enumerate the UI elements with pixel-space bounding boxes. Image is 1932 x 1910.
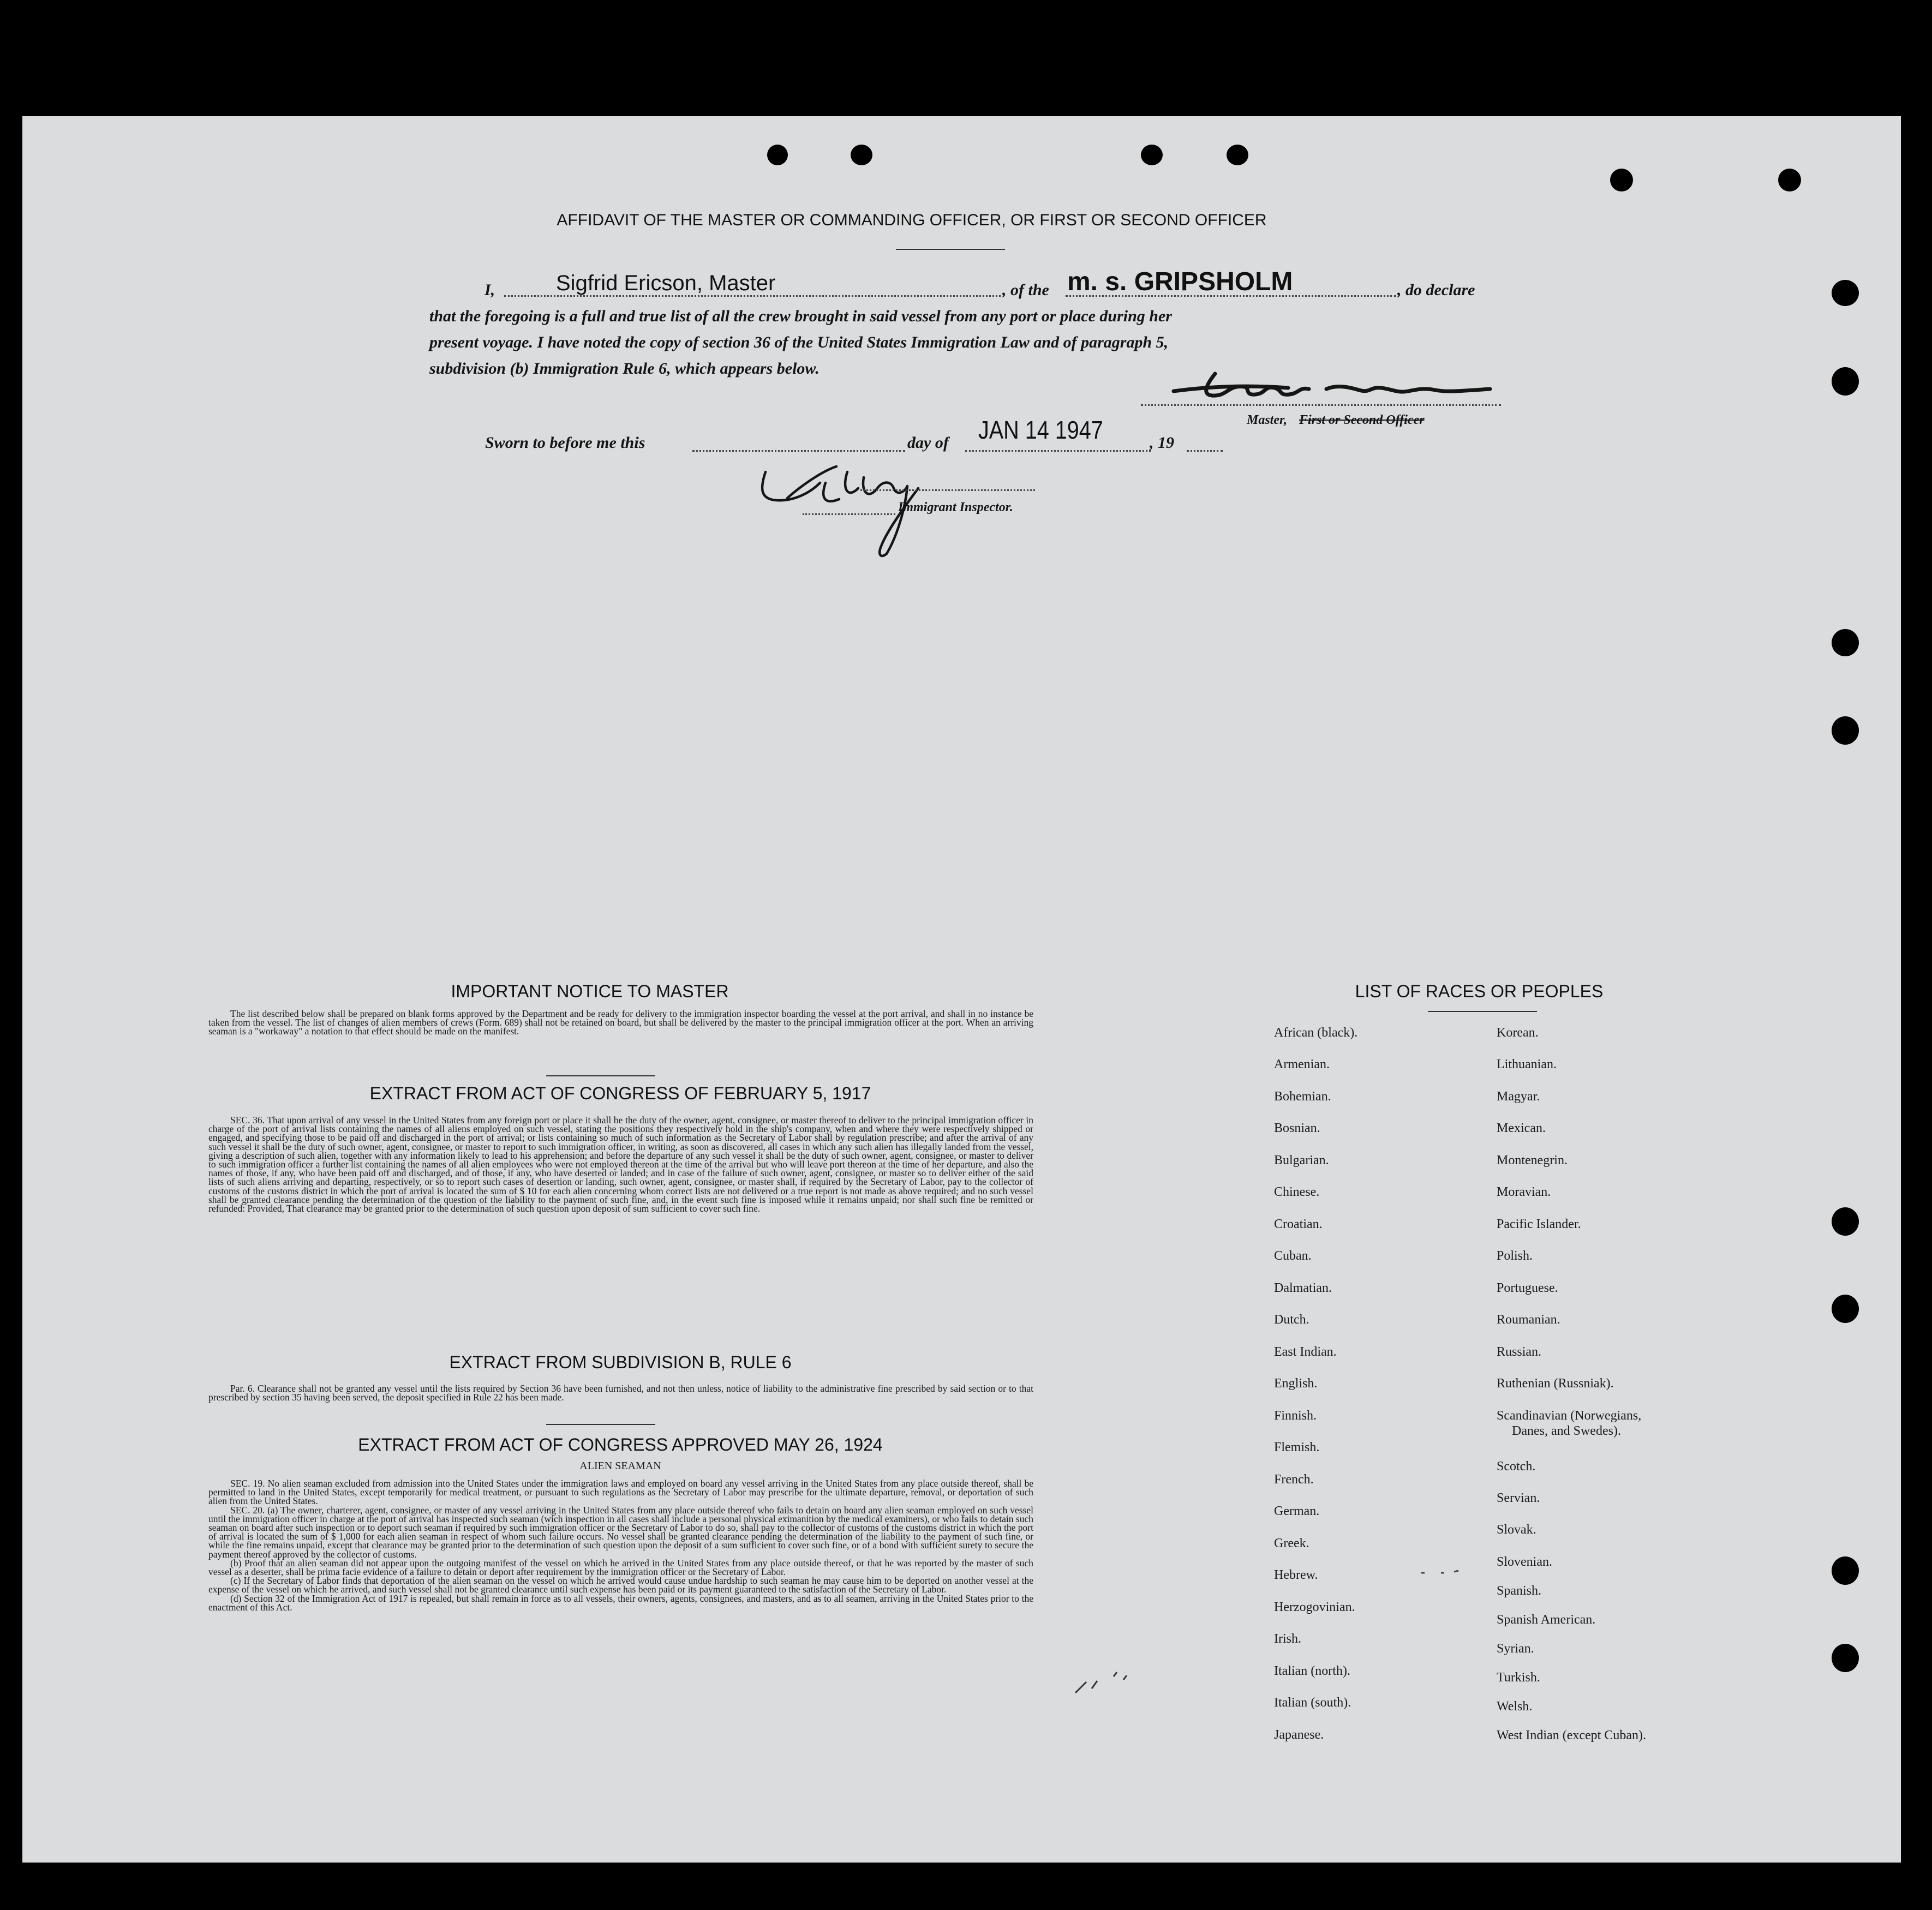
race-item: Cuban. bbox=[1274, 1249, 1312, 1263]
pencil-mark bbox=[1419, 1567, 1463, 1578]
pencil-mark bbox=[1070, 1660, 1135, 1704]
section-19-paragraph: SEC. 19. No alien seaman excluded from admission into the United States under the immigration laws and employed on board any vessel arriving in the United States from any place outside thereof, shall be permitted to land in the United States, except temporarily for medical treatment, or pursuant to such regulations as the Secretary of Labor may prescribe for the ultimate departure, removal, or deportation of such alien from the United States. bbox=[208, 1478, 1033, 1507]
divider bbox=[546, 1424, 655, 1425]
race-item: Finnish. bbox=[1274, 1409, 1317, 1423]
race-item: East Indian. bbox=[1274, 1345, 1337, 1359]
extract-1924-body bbox=[208, 1479, 1033, 1612]
race-item: African (black). bbox=[1274, 1026, 1358, 1040]
master-signature-caption: Master, bbox=[1247, 413, 1288, 427]
race-item: French. bbox=[1274, 1472, 1314, 1487]
race-item: Syrian. bbox=[1497, 1642, 1534, 1656]
punch-hole bbox=[1832, 367, 1859, 396]
master-name-entry: Sigfrid Ericson, Master bbox=[556, 271, 776, 295]
divider bbox=[896, 249, 1005, 250]
race-item: West Indian (except Cuban). bbox=[1497, 1728, 1646, 1743]
year-prefix: , 19 bbox=[1150, 434, 1174, 452]
section-20a-paragraph: SEC. 20. (a) The owner, charterer, agent, consignee, or master of any vessel arriving in the United States from any place outside thereof who fails to detain on board any alien seaman employed on such vessel until the immigration officer in charge at the port of arrival has inspected such seaman (wich inspection in all cases shall include a personal physical eximanition by the medical examiners), or who fails to detain such seaman on board after such inspection or to deport such seaman if required by such immigration officer or the Secretary of Labor to do so, shall pay to the collector of customs of the customs district in which the port of arrival is located the sum of $ 1,000 for each alien seaman in respect of whom such failure occurs. No vessel shall be granted clearance pending the determination of the liability to the payment of such fine, or while the fine remains unpaid, except that clearance may be granted prior to the determination of such question upon the deposit of a sum sufficient to cover such fine, or of a bond with sufficient surety to secure the payment thereof approved by the collector of customs. bbox=[208, 1504, 1033, 1560]
race-item: Russian. bbox=[1497, 1345, 1542, 1359]
paragraph-6: Par. 6. Clearance shall not be granted any vessel until the lists required by Section 36 have been furnished, and not then unless, notice of liability to the administrative fine prescribed by said section or to that prescribed by section 35 having been served, the deposit specified in Rule 22 has been made. bbox=[208, 1383, 1033, 1403]
race-item: Bulgarian. bbox=[1274, 1153, 1329, 1167]
race-item: Spanish American. bbox=[1497, 1613, 1596, 1627]
section-36-paragraph: SEC. 36. That upon arrival of any vessel in the United States from any foreign port or place it shall be the duty of the owner, agent, consignee, or master thereof to deliver to the principal immigration officer in charge of the port of arrival lists containing the names of all aliens employed on such vessel, stating the positions they respectively hold in the ship's company, when and where they were respectively shipped or engaged, and specifying those to be paid off and discharged in the port of arrival; or lists containing so much of such information as the Secretary of Labor shall by regulation prescribe; and after the arrival of any such vessel it shall be the duty of such owner, agent, consignee, or master to report to such immigration officer, in writing, as soon as discovered, all cases in which any such alien has illegally landed from the vessel, giving a description of such alien, together with any information likely to lead to his apprehension; and before the departure of any such vessel it shall be the duty of such owner, agent, consignee, or master to deliver to such immigration officer a further list containing the names of all alien employees who were not employed thereon at the time of the arrival but who will leave port thereon at the time of her departure, and also the names of those, if any, who have been paid off and discharged, and of those, if any, who have deserted or landed; and in case of the failure of such owner, agent, consignee, or master so to deliver either of the said lists of such aliens arriving and departing, respectively, or so to report such cases of desertion or landing, such owner, agent, consignee, or master shall, if required by the Secretary of Labor, pay to the collector of customs of the customs district in which the port of arrival is located the sum of $ 10 for each alien concerning whom correct lists are not delivered or a true report is not made as above required; and no such vessel shall be granted clearance pending the determination of the question of the liability to the payment of such fine, and, in the event such fine is imposed while it remains unpaid; nor shall such fine be remitted or refunded: Provided, That clearance may be granted prior to the determination of such question upon deposit of sum sufficient to cover such fine. bbox=[208, 1115, 1033, 1214]
document-page bbox=[22, 116, 1901, 1863]
race-item: Dutch. bbox=[1274, 1313, 1309, 1327]
race-item: Moravian. bbox=[1497, 1185, 1551, 1199]
punch-hole bbox=[1832, 716, 1859, 745]
race-item: Lithuanian. bbox=[1497, 1057, 1557, 1071]
punch-hole bbox=[767, 145, 788, 165]
race-item: Servian. bbox=[1497, 1491, 1540, 1505]
extract-1924-title: EXTRACT FROM ACT OF CONGRESS APPROVED MAY 26, 1924 bbox=[358, 1435, 883, 1454]
punch-hole bbox=[1832, 280, 1859, 306]
race-item: Armenian. bbox=[1274, 1057, 1330, 1071]
race-item: Slovenian. bbox=[1497, 1555, 1552, 1569]
race-item: Turkish. bbox=[1497, 1670, 1540, 1685]
extract-1917-body bbox=[208, 1116, 1033, 1213]
punch-hole bbox=[1227, 145, 1248, 165]
race-item: Italian (north). bbox=[1274, 1664, 1350, 1678]
race-item: Flemish. bbox=[1274, 1440, 1320, 1454]
section-20b-paragraph: (b) Proof that an alien seaman did not appear upon the outgoing manifest of the vessel on which he arrived in the United States from any place outside thereof, or that he was reported by the master of such vessel as a deserter, shall be prima facie evidence of a failure to detain or deport after requirement by the immigration officer or the Secretary of Labor. bbox=[208, 1557, 1033, 1578]
race-item: Chinese. bbox=[1274, 1185, 1320, 1199]
signature-line bbox=[1141, 404, 1501, 406]
punch-hole bbox=[1778, 169, 1801, 191]
race-item: Montenegrin. bbox=[1497, 1153, 1568, 1167]
race-item: Greek. bbox=[1274, 1536, 1309, 1550]
notice-title: IMPORTANT NOTICE TO MASTER bbox=[451, 981, 729, 1001]
of-the-label: , of the bbox=[1002, 281, 1049, 299]
punch-hole bbox=[851, 145, 872, 165]
inspector-title-line bbox=[803, 513, 895, 515]
punch-hole bbox=[1610, 169, 1633, 191]
notice-body bbox=[208, 1009, 1033, 1036]
race-item: Scotch. bbox=[1497, 1459, 1536, 1474]
race-item: Japanese. bbox=[1274, 1728, 1324, 1742]
races-title: LIST OF RACES OR PEOPLES bbox=[1355, 981, 1604, 1001]
punch-hole bbox=[1832, 1644, 1859, 1672]
day-of-label: day of bbox=[907, 434, 949, 452]
affidavit-line-4: subdivision (b) Immigration Rule 6, which appears below. bbox=[429, 360, 820, 378]
section-20d-paragraph: (d) Section 32 of the Immigration Act of 1917 is repealed, but shall remain in force as to all vessels, their owners, agents, consignees, and masters, and as to all seamen, arriving in the United States prior to the enactment of this Act. bbox=[208, 1592, 1033, 1613]
race-item: Pacific Islander. bbox=[1497, 1217, 1581, 1231]
sworn-date-stamp: JAN 14 1947 bbox=[978, 416, 1103, 444]
affidavit-line-2: that the foregoing is a full and true list of all the crew brought in said vessel from any port or place during her bbox=[429, 307, 1172, 325]
sworn-year-line bbox=[1187, 450, 1223, 452]
race-item: Herzogovinian. bbox=[1274, 1600, 1355, 1614]
race-item: Dalmatian. bbox=[1274, 1281, 1332, 1295]
extract-1924-subtitle: ALIEN SEAMAN bbox=[579, 1460, 661, 1472]
race-item: Portuguese. bbox=[1497, 1281, 1558, 1295]
notice-paragraph: The list described below shall be prepared on blank forms approved by the Department and be ready for delivery to the immigration inspector boarding the vessel at the port arrival, and shall in no instance be taken from the vessel. The list of changes of alien members of crews (Form. 689) shall not be retained on board, but shall be delivered by the master to the principal immigration officer at the port. When an arriving seaman is a "workaway" a notation to that effect should be made on the manifest. bbox=[208, 1008, 1033, 1037]
race-item: Welsh. bbox=[1497, 1699, 1533, 1714]
do-declare-label: , do declare bbox=[1397, 281, 1475, 299]
extract-1917-title: EXTRACT FROM ACT OF CONGRESS OF FEBRUARY 5, 1917 bbox=[369, 1083, 871, 1103]
inspector-caption: Immigrant Inspector. bbox=[898, 500, 1013, 514]
punch-hole bbox=[1832, 1556, 1859, 1585]
race-item: Irish. bbox=[1274, 1632, 1301, 1646]
race-item: Bohemian. bbox=[1274, 1089, 1331, 1104]
vessel-name-entry: m. s. GRIPSHOLM bbox=[1067, 267, 1293, 296]
race-item: Roumanian. bbox=[1497, 1313, 1560, 1327]
race-item: English. bbox=[1274, 1376, 1318, 1391]
divider bbox=[1428, 1011, 1537, 1012]
sworn-prefix: Sworn to before me this bbox=[485, 434, 645, 452]
race-item: Danes, and Swedes). bbox=[1512, 1424, 1621, 1438]
extract-rule6-body bbox=[208, 1384, 1033, 1402]
punch-hole bbox=[1832, 1295, 1859, 1323]
race-item: Spanish. bbox=[1497, 1584, 1542, 1598]
divider bbox=[546, 1075, 655, 1076]
extract-rule6-title: EXTRACT FROM SUBDIVISION B, RULE 6 bbox=[449, 1352, 792, 1372]
affidavit-line-3: present voyage. I have noted the copy of section 36 of the United States Immigration Law and of paragraph 5, bbox=[429, 333, 1169, 351]
punch-hole bbox=[1832, 1207, 1859, 1236]
punch-hole bbox=[1141, 145, 1163, 165]
race-item: Slovak. bbox=[1497, 1523, 1536, 1537]
punch-hole bbox=[1832, 629, 1859, 656]
section-20c-paragraph: (c) If the Secretary of Labor finds that deportation of the alien seaman on the vessel on which he arrived would cause undue hardship to such seaman he may cause him to be deported on another vessel at the expense of the vessel on which he arrived, and such vessel shall not be granted clearance until such expense has been paid or its payment guaranteed to the satisfaction of the Secretary of Labor. bbox=[208, 1575, 1033, 1595]
race-item: Italian (south). bbox=[1274, 1696, 1351, 1710]
race-item: Polish. bbox=[1497, 1249, 1533, 1263]
affidavit-title: AFFIDAVIT OF THE MASTER OR COMMANDING OFFICER, OR FIRST OR SECOND OFFICER bbox=[557, 211, 1267, 229]
race-item: Mexican. bbox=[1497, 1121, 1546, 1135]
declarant-prefix: I, bbox=[485, 281, 495, 299]
race-item: Ruthenian (Russniak). bbox=[1497, 1376, 1614, 1391]
officer-caption-struck: First or Second Officer bbox=[1299, 413, 1425, 427]
master-signature bbox=[1163, 368, 1512, 406]
inspector-signature-line bbox=[860, 489, 1035, 491]
race-item: Magyar. bbox=[1497, 1089, 1540, 1104]
race-item: Croatian. bbox=[1274, 1217, 1323, 1231]
race-item: Scandinavian (Norwegians, bbox=[1497, 1409, 1642, 1423]
race-item: German. bbox=[1274, 1504, 1320, 1518]
race-item: Korean. bbox=[1497, 1026, 1539, 1040]
race-item: Hebrew. bbox=[1274, 1568, 1318, 1582]
race-item: Bosnian. bbox=[1274, 1121, 1320, 1135]
